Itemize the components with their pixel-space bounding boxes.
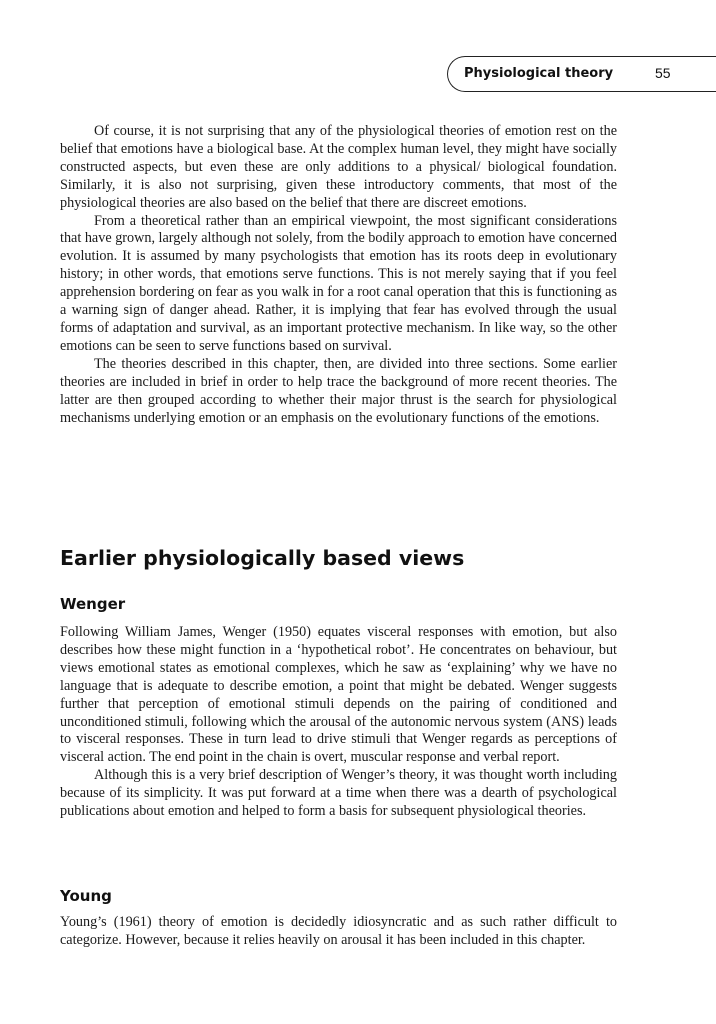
intro-paragraph-1: Of course, it is not surprising that any of the physiological theories of emotion rest on the belief that emotions have a biological base. At the complex human level, they might have socially constructed aspects, but even these are only additions to a physical/ biological foundation. Similarly, it is also not surprising, given these introductory comments, that most of the physiological theories are also based on the belief that there are discreet emotions. <box>60 123 617 211</box>
running-title: Physiological theory <box>464 66 614 81</box>
intro-paragraph-3: The theories described in this chapter, then, are divided into three sections. Some earlier theories are included in brief in order to help trace the background of more recent theories. The latter are then grouped according to whether their major thrust is the search for physiological mechanisms underlying emotion or an emphasis on the evolutionary functions of the emotions. <box>60 355 617 426</box>
section-heading: Earlier physiologically based views <box>60 546 465 570</box>
wenger-text <box>60 624 617 821</box>
wenger-paragraph-1: Following William James, Wenger (1950) equates visceral responses with emotion, but also describes how these might function in a ‘hypothetical robot’. He concentrates on behaviour, but views emotional states as emotional complexes, which he saw as ‘explaining’ why we have no language that is adequate to describe emotion, a point that might be debated. Wenger suggests further that perception of emotional stimuli depends on the pairing of conditioned and unconditioned stimuli, following which the arousal of the autonomic nervous system (ANS) leads to visceral responses. These in turn lead to drive stimuli that Wenger regards as perceptions of visceral action. The end point in the chain is overt, muscular response and verbal report. <box>60 624 617 766</box>
page-number: 55 <box>655 65 671 81</box>
young-heading: Young <box>60 887 112 905</box>
intro-text <box>60 123 617 427</box>
young-text <box>60 914 617 950</box>
young-paragraph-1: Young’s (1961) theory of emotion is decidedly idiosyncratic and as such rather difficult to categorize. However, because it relies heavily on arousal it has been included in this chapter. <box>60 914 617 948</box>
intro-paragraph-2: From a theoretical rather than an empirical viewpoint, the most significant considerations that have grown, largely although not solely, from the bodily approach to emotion have concerned evolution. It is assumed by many psychologists that emotion has its roots deep in evolutionary history; in other words, that emotions serve functions. This is not merely saying that if you feel apprehension bordering on fear as you walk in for a root canal operation that this is functioning as a warning sign of danger ahead. Rather, it is implying that fear has evolved through the usual forms of adaptation and survival, as an important protective mechanism. In like way, so the other emotions can be seen to serve functions based on survival. <box>60 212 617 354</box>
wenger-heading: Wenger <box>60 595 126 613</box>
running-head <box>447 56 716 92</box>
wenger-paragraph-2: Although this is a very brief description of Wenger’s theory, it was thought worth including because of its simplicity. It was put forward at a time when there was a dearth of psychological publications about emotion and helped to form a basis for subsequent physiological theories. <box>60 767 617 820</box>
